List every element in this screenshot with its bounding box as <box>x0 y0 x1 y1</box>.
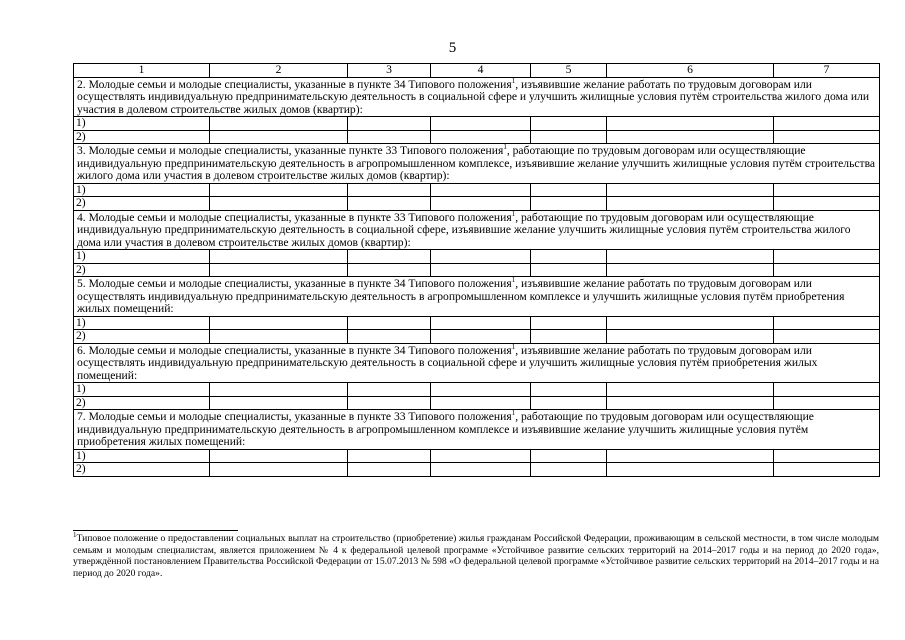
row-number-cell: 1) <box>74 316 210 330</box>
empty-cell <box>607 330 774 344</box>
empty-cell <box>607 130 774 144</box>
empty-cell <box>774 130 880 144</box>
table-row <box>74 449 880 463</box>
table-row <box>74 463 880 477</box>
empty-cell <box>348 263 431 277</box>
empty-cell <box>348 117 431 131</box>
section-heading-row <box>74 343 880 383</box>
empty-cell <box>348 183 431 197</box>
empty-cell <box>774 197 880 211</box>
empty-cell <box>210 130 348 144</box>
column-header: 6 <box>607 64 774 78</box>
column-header-row <box>74 64 880 78</box>
empty-cell <box>210 197 348 211</box>
footnote-reference: 1 <box>511 76 516 85</box>
table-row <box>74 330 880 344</box>
empty-cell <box>531 197 607 211</box>
empty-cell <box>607 250 774 264</box>
empty-cell <box>348 396 431 410</box>
empty-cell <box>348 463 431 477</box>
empty-cell <box>774 117 880 131</box>
section-heading-row <box>74 210 880 250</box>
empty-cell <box>774 463 880 477</box>
table-row <box>74 197 880 211</box>
empty-cell <box>431 197 531 211</box>
row-number-cell: 1) <box>74 183 210 197</box>
section-heading <box>74 210 880 250</box>
row-number-cell: 2) <box>74 463 210 477</box>
table-row <box>74 117 880 131</box>
empty-cell <box>210 383 348 397</box>
table-body <box>74 64 880 477</box>
empty-cell <box>774 330 880 344</box>
empty-cell <box>348 316 431 330</box>
empty-cell <box>210 463 348 477</box>
empty-cell <box>348 383 431 397</box>
table-row <box>74 250 880 264</box>
empty-cell <box>431 263 531 277</box>
empty-cell <box>607 197 774 211</box>
section-heading-text-continued: , работающие по трудовым договорам или осуществляющие индивидуальную предпринимательскую деятельность в социальной сфере, изъявившие желание улучшить жилищные условия путём строительства жилого дома или участия в долевом строительстве жилых домов (квартир): <box>77 210 851 249</box>
empty-cell <box>531 449 607 463</box>
empty-cell <box>607 117 774 131</box>
empty-cell <box>774 383 880 397</box>
empty-cell <box>607 396 774 410</box>
empty-cell <box>607 383 774 397</box>
section-heading-text: 6. Молодые семьи и молодые специалисты, указанные в пункте 34 Типового положения <box>77 343 512 357</box>
section-heading <box>74 77 880 117</box>
row-number-cell: 2) <box>74 396 210 410</box>
section-heading-text-continued: , изъявившие желание работать по трудовым договорам или осуществлять индивидуальную предпринимательскую деятельность в социальной сфере и улучшить жилищные условия путём приобретения жилых помещений: <box>77 343 818 382</box>
empty-cell <box>210 117 348 131</box>
table-row <box>74 396 880 410</box>
section-heading-row <box>74 410 880 450</box>
empty-cell <box>607 463 774 477</box>
empty-cell <box>431 383 531 397</box>
empty-cell <box>774 396 880 410</box>
section-heading-text: 5. Молодые семьи и молодые специалисты, указанные в пункте 34 Типового положения <box>77 277 512 290</box>
empty-cell <box>531 330 607 344</box>
empty-cell <box>774 316 880 330</box>
section-heading-text: 7. Молодые семьи и молодые специалисты, указанные в пункте 33 Типового положения <box>77 410 512 423</box>
empty-cell <box>774 449 880 463</box>
row-number-cell: 1) <box>74 383 210 397</box>
empty-cell <box>774 263 880 277</box>
column-header: 3 <box>348 64 431 78</box>
empty-cell <box>431 250 531 264</box>
empty-cell <box>531 130 607 144</box>
empty-cell <box>210 449 348 463</box>
row-number-cell: 2) <box>74 130 210 144</box>
empty-cell <box>210 330 348 344</box>
empty-cell <box>607 183 774 197</box>
footnote-reference: 1 <box>503 143 507 152</box>
empty-cell <box>431 183 531 197</box>
empty-cell <box>431 117 531 131</box>
section-heading <box>74 343 880 383</box>
footnote-text: Типовое положение о предоставлении социальных выплат на строительство (приобретение) жилья гражданам Российской Федерации, проживающим в сельской местности, в том числе молодым семьям и молодым специалистам, является приложением № 4 к федеральной целевой программе «Устойчивое развитие сельских территорий на 2014–2017 годы и на период до 2020 года», утверждённой постановлением Правительства Российской Федерации от 15.07.2013 № 598 «О федеральной целевой программе «Устойчивое развитие сельских территорий на 2014–2017 годы и на период до 2020 года». <box>73 533 879 579</box>
empty-cell <box>531 383 607 397</box>
footnote-reference: 1 <box>511 409 516 418</box>
empty-cell <box>531 183 607 197</box>
row-number-cell: 2) <box>74 330 210 344</box>
empty-cell <box>210 316 348 330</box>
empty-cell <box>348 130 431 144</box>
footnote-marker: 1 <box>73 530 77 539</box>
section-heading-text-continued: , работающие по трудовым договорам или осуществляющие индивидуальную предпринимательскую деятельность в агропромышленном комплексе и изъявившие желание улучшить жилищные условия путём приобретения жилых помещений: <box>77 410 814 448</box>
table-row <box>74 383 880 397</box>
section-heading-text: 3. Молодые семьи и молодые специалисты, указанные пункте 33 Типового положения <box>77 144 504 157</box>
footnote-reference: 1 <box>511 209 516 218</box>
empty-cell <box>431 463 531 477</box>
empty-cell <box>531 463 607 477</box>
section-heading-text-continued: , изъявившие желание работать по трудовым договорам или осуществлять индивидуальную предпринимательскую деятельность в социальной сфере и улучшить жилищные условия путём строительства жилого дома или участия в долевом строительстве жилых домов (квартир): <box>77 77 870 116</box>
form-table <box>73 63 880 477</box>
footnote <box>73 530 879 579</box>
column-header: 4 <box>431 64 531 78</box>
empty-cell <box>348 449 431 463</box>
empty-cell <box>774 183 880 197</box>
empty-cell <box>774 250 880 264</box>
empty-cell <box>607 449 774 463</box>
column-header: 7 <box>774 64 880 78</box>
row-number-cell: 1) <box>74 117 210 131</box>
table-row <box>74 316 880 330</box>
section-heading-row <box>74 277 880 317</box>
empty-cell <box>531 117 607 131</box>
table-row <box>74 263 880 277</box>
column-header: 5 <box>531 64 607 78</box>
section-heading-text: 2. Молодые семьи и молодые специалисты, указанные в пункте 34 Типового положения <box>77 77 512 91</box>
section-heading-row <box>74 77 880 117</box>
empty-cell <box>431 396 531 410</box>
section-heading-row <box>74 144 880 184</box>
table-row <box>74 130 880 144</box>
empty-cell <box>607 263 774 277</box>
empty-cell <box>431 316 531 330</box>
row-number-cell: 1) <box>74 449 210 463</box>
empty-cell <box>607 316 774 330</box>
empty-cell <box>348 250 431 264</box>
row-number-cell: 2) <box>74 197 210 211</box>
empty-cell <box>531 396 607 410</box>
empty-cell <box>531 263 607 277</box>
footnote-separator <box>73 530 238 531</box>
empty-cell <box>348 197 431 211</box>
section-heading-text-continued: , работающие по трудовым договорам или осуществляющие индивидуальную предпринимательскую деятельность в агропромышленном комплексе, изъявившие желание улучшить жилищные условия путём строительства жилого дома или участия в долевом строительстве жилых домов (квартир): <box>77 144 876 182</box>
empty-cell <box>431 130 531 144</box>
column-header: 2 <box>210 64 348 78</box>
empty-cell <box>210 396 348 410</box>
empty-cell <box>210 250 348 264</box>
empty-cell <box>531 316 607 330</box>
empty-cell <box>431 449 531 463</box>
section-heading-text-continued: , изъявившие желание работать по трудовым договорам или осуществлять индивидуальную предпринимательскую деятельность в агропромышленном комплексе и улучшить жилищные условия путём приобретения жилых помещений: <box>77 277 845 315</box>
row-number-cell: 1) <box>74 250 210 264</box>
footnote-reference: 1 <box>511 276 516 285</box>
empty-cell <box>348 330 431 344</box>
empty-cell <box>431 330 531 344</box>
table-row <box>74 183 880 197</box>
empty-cell <box>531 250 607 264</box>
column-header: 1 <box>74 64 210 78</box>
footnote-reference: 1 <box>511 342 516 351</box>
section-heading <box>74 410 880 450</box>
section-heading <box>74 277 880 317</box>
empty-cell <box>210 263 348 277</box>
section-heading <box>74 144 880 184</box>
section-heading-text: 4. Молодые семьи и молодые специалисты, указанные в пункте 33 Типового положения <box>77 210 512 224</box>
page-number: 5 <box>448 40 457 56</box>
row-number-cell: 2) <box>74 263 210 277</box>
empty-cell <box>210 183 348 197</box>
